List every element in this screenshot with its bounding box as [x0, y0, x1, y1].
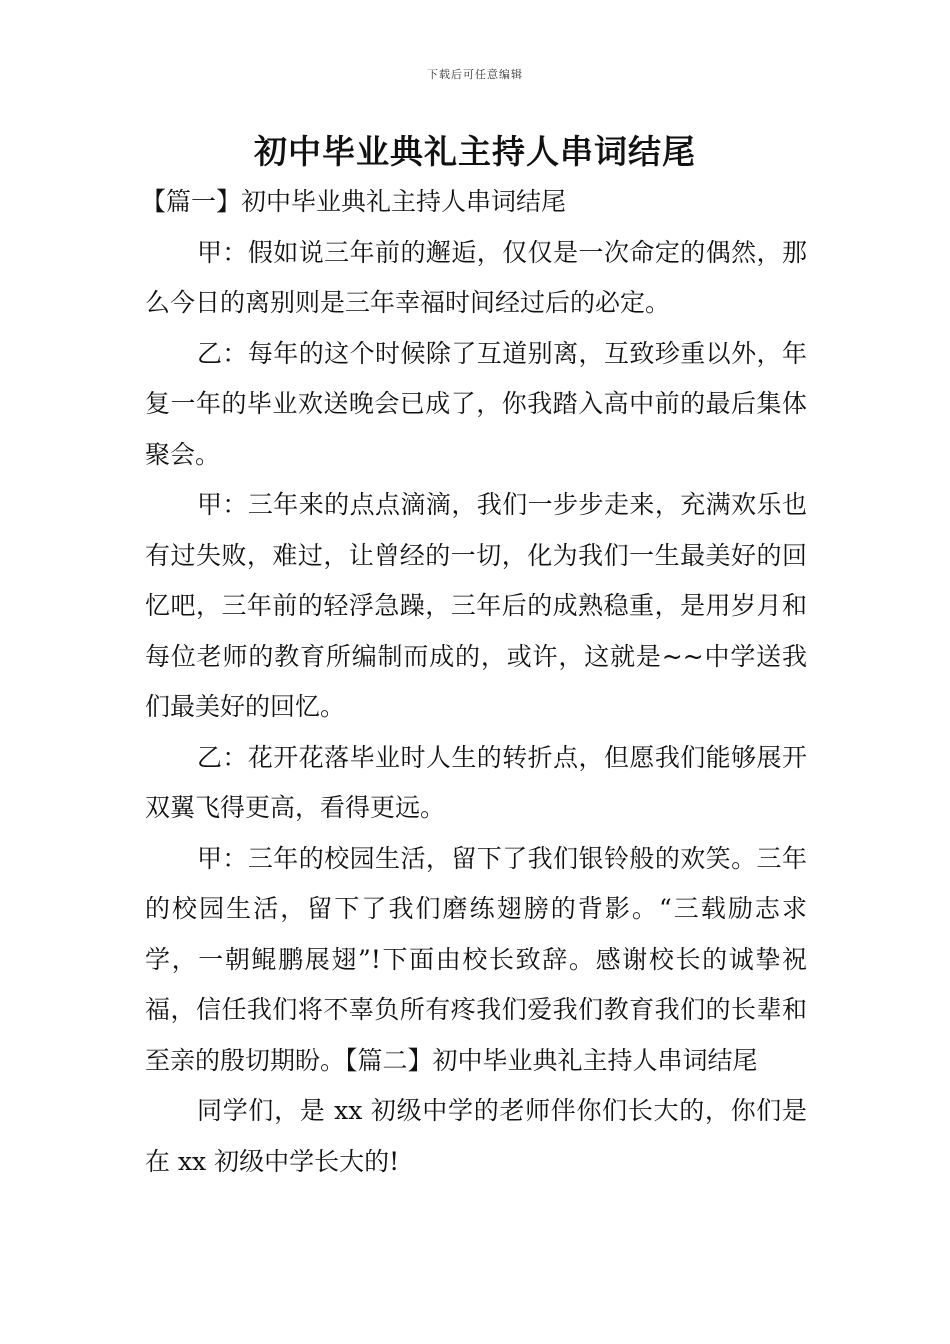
- paragraph: 甲：三年来的点点滴滴，我们一步步走来，充满欢乐也有过失败，难过，让曾经的一切，化为我们一生最美好的回忆吧，三年前的轻浮急躁，三年后的成熟稳重，是用岁月和每位老师的教育所编制而成的，或许，这就是~~中学送我们最美好的回忆。: [145, 490, 807, 721]
- paragraph: 乙：每年的这个时候除了互道别离，互致珍重以外，年复一年的毕业欢送晚会已成了，你我踏入高中前的最后集体聚会。: [145, 338, 807, 469]
- paragraph: 甲：三年的校园生活，留下了我们银铃般的欢笑。三年的校园生活，留下了我们磨练翅膀的背影。“三载励志求学，一朝鲲鹏展翅”!下面由校长致辞。感谢校长的诚挚祝福，信任我们将不辜负所有疼我们爱我们教育我们的长辈和至亲的殷切期盼。【篇二】初中毕业典礼主持人串词结尾: [145, 843, 807, 1075]
- document-title: 初中毕业典礼主持人串词结尾: [254, 132, 696, 171]
- paragraph: 乙：花开花落毕业时人生的转折点，但愿我们能够展开双翼飞得更高，看得更远。: [145, 742, 807, 822]
- paragraph: 甲：假如说三年前的邂逅，仅仅是一次命定的偶然，那么今日的离别则是三年幸福时间经过后的必定。: [145, 237, 807, 317]
- paragraph: 同学们，是 xx 初级中学的老师伴你们长大的，你们是在 xx 初级中学长大的!: [145, 1096, 807, 1176]
- header-note: 下载后可任意编辑: [427, 68, 523, 81]
- document-body: [141, 177, 807, 1187]
- section-heading: 【篇一】初中毕业典礼主持人串词结尾: [141, 187, 567, 216]
